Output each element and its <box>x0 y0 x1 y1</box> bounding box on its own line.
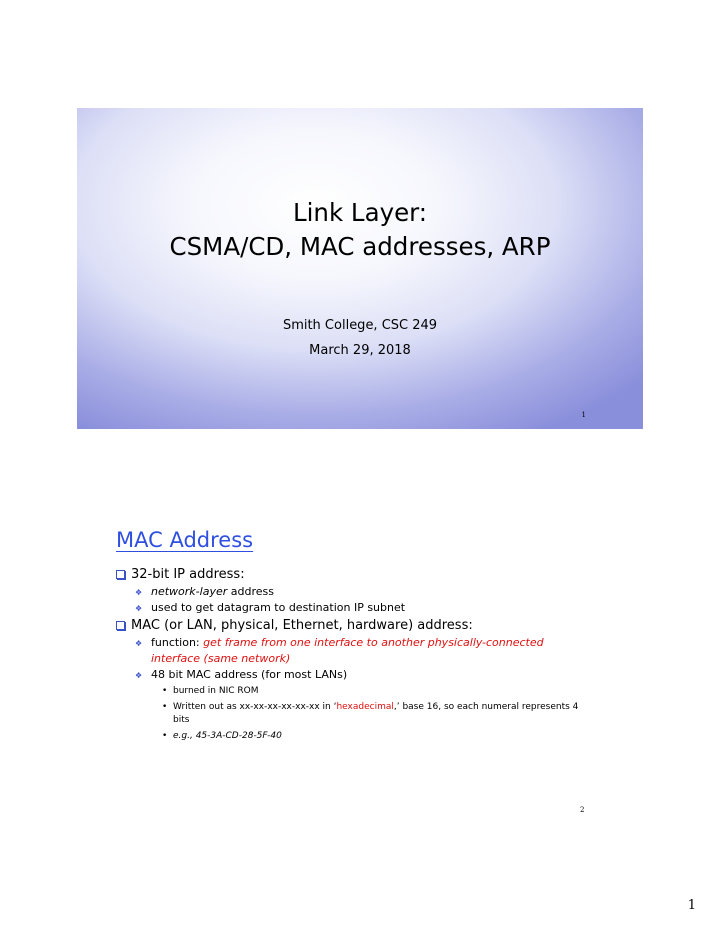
diamond-bullet-icon: ❖ <box>135 639 143 648</box>
slide-body <box>115 565 635 743</box>
slide-subtitle <box>77 313 643 363</box>
sub-sub-bullet-rom: • burned in NIC ROM <box>162 686 259 696</box>
slide-title: MAC Address <box>116 528 254 552</box>
sub-sub-bullet-hex: • Written out as xx-xx-xx-xx-xx-xx in ‘hexadecimal,’ base 16, so each numeral represents 4 bits <box>162 702 579 725</box>
subtitle-institution: Smith College, CSC 249 <box>282 318 438 333</box>
slide-title <box>77 196 643 264</box>
bullet-mac-address: MAC (or LAN, physical, Ethernet, hardware) address: <box>115 616 635 635</box>
title-line-1: Link Layer: <box>292 198 428 227</box>
subtitle-date: March 29, 2018 <box>309 343 411 358</box>
title-slide <box>77 108 643 429</box>
bullet-ip-address: 32-bit IP address: <box>115 565 635 584</box>
sub-bullet-network-layer: ❖ network-layer address <box>115 584 635 600</box>
dot-bullet-icon: • <box>162 686 168 696</box>
diamond-bullet-icon: ❖ <box>135 671 143 680</box>
square-bullet-icon <box>116 621 125 630</box>
sub-bullet-48-bit: ❖ 48 bit MAC address (for most LANs) <box>115 667 635 683</box>
dot-bullet-icon: • <box>162 702 168 712</box>
sub-bullet-function: ❖ function: get frame from one interface to another physically-connected interface (same network) <box>135 636 544 665</box>
slide-number: 1 <box>581 411 586 419</box>
mac-address-slide <box>77 510 643 831</box>
title-line-2: CSMA/CD, MAC addresses, ARP <box>169 232 551 261</box>
diamond-bullet-icon: ❖ <box>135 588 143 597</box>
diamond-bullet-icon: ❖ <box>135 604 143 613</box>
sub-bullet-datagram: ❖ used to get datagram to destination IP subnet <box>115 600 635 616</box>
page-number: 1 <box>687 898 696 913</box>
slide-number: 2 <box>580 806 585 814</box>
square-bullet-icon <box>116 570 125 579</box>
sub-sub-bullet-example: • e.g., 45-3A-CD-28-5F-40 <box>162 731 282 741</box>
dot-bullet-icon: • <box>162 731 168 741</box>
